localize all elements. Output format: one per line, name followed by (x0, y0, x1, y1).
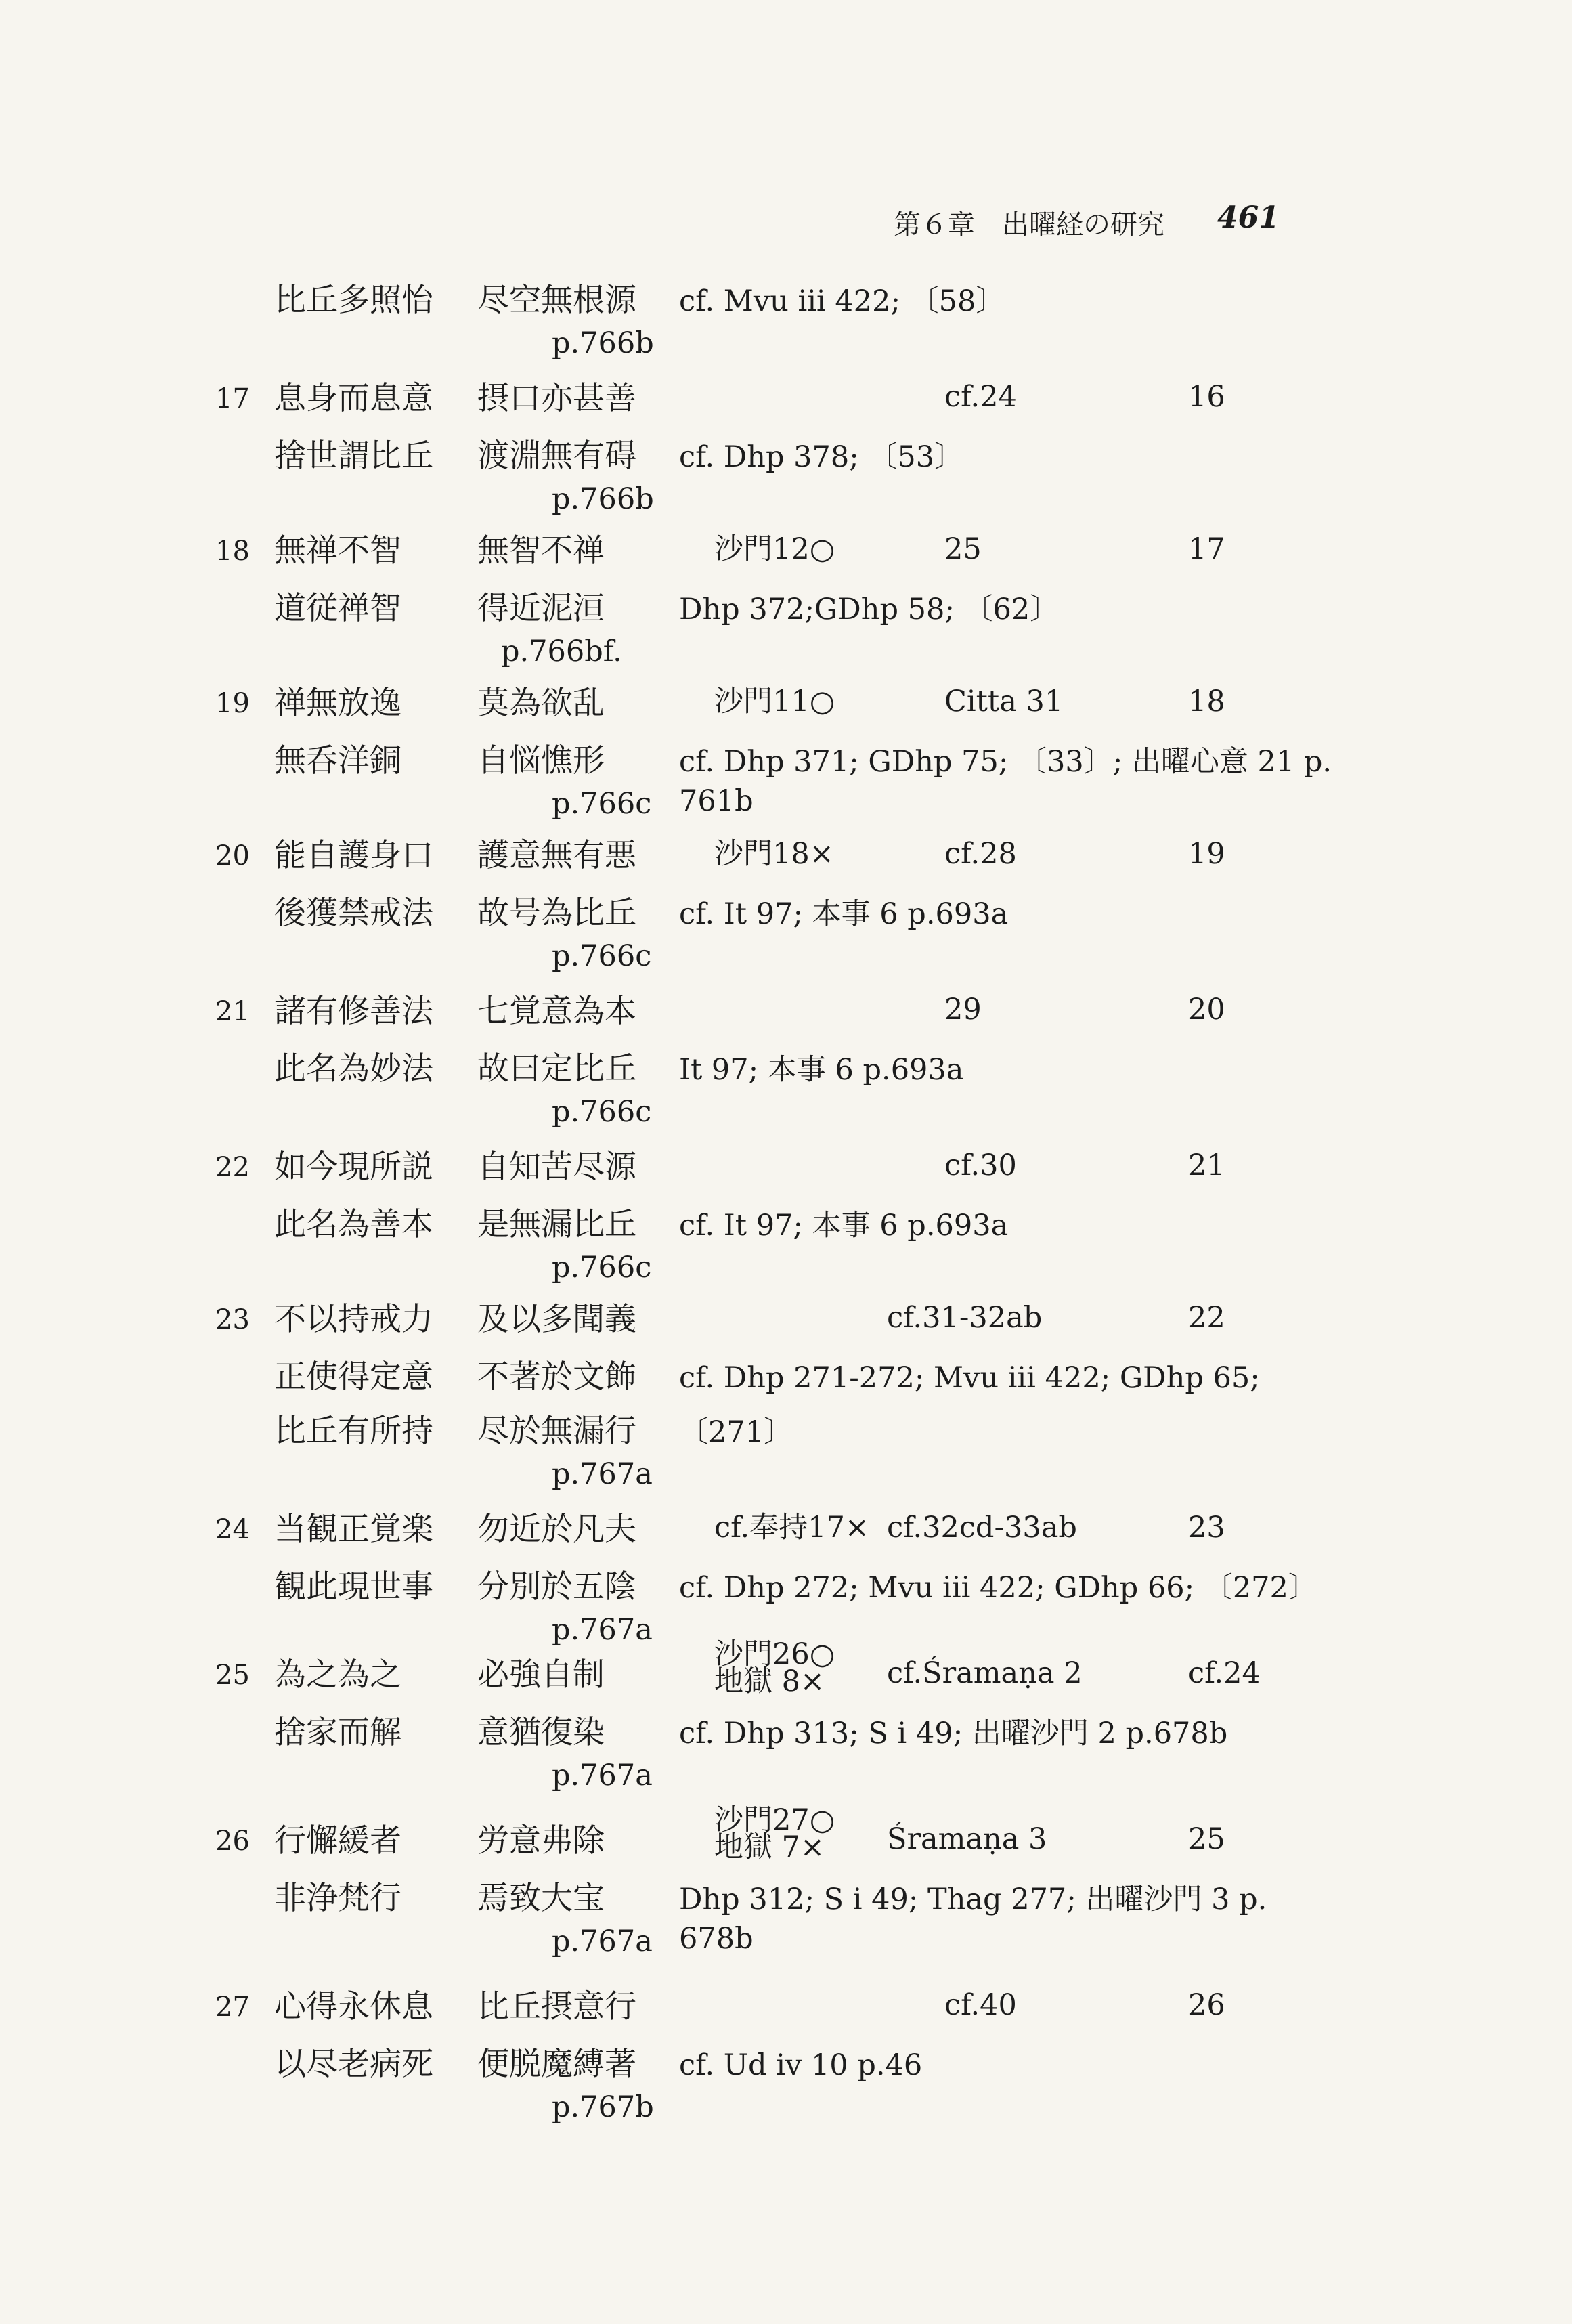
pali-references-cont: 〔271〕 (679, 1415, 793, 1449)
verse-line-b1: 勿近於凡夫 (477, 1511, 636, 1548)
verse-line-a2: 非浄梵行 (274, 1880, 401, 1917)
sanskrit-ref: cf.30 (944, 1148, 1017, 1182)
verse-line-a2: 無呑洋銅 (274, 742, 401, 779)
pali-references: It 97; 本事 6 p.693a (679, 1053, 964, 1087)
entry-number: 25 (215, 1660, 250, 1691)
verse-line-a3: 比丘有所持 (274, 1413, 433, 1450)
sanskrit-ref: 25 (944, 532, 982, 566)
entry-number: 26 (215, 1826, 250, 1857)
gandhari-ref: 21 (1188, 1148, 1225, 1182)
parallel-ref: 沙門18× (714, 837, 834, 871)
entry-number: 19 (215, 688, 250, 719)
verse-line-b1: 必強自制 (477, 1656, 605, 1694)
verse-line-b1: 及以多聞義 (477, 1301, 636, 1338)
sanskrit-ref: cf.28 (944, 837, 1017, 871)
taisho-page: p.766b (552, 482, 654, 516)
verse-line-b1: 摂口亦甚善 (477, 380, 636, 417)
verse-line-a1: 行懈緩者 (274, 1822, 401, 1859)
taisho-page: p.766c (552, 939, 652, 973)
gandhari-ref: cf.24 (1188, 1656, 1261, 1690)
verse-line-a2: 捨世謂比丘 (274, 437, 433, 475)
verse-line-a2: 後獲禁戒法 (274, 895, 433, 932)
verse-line-b2: 渡淵無有碍 (477, 437, 636, 475)
gandhari-ref: 23 (1188, 1511, 1225, 1545)
pali-references-cont: 678b (679, 1922, 754, 1956)
verse-line-b1: 比丘摂意行 (477, 1988, 636, 2025)
verse-line-a2: 此名為妙法 (274, 1050, 433, 1088)
pali-references: cf. It 97; 本事 6 p.693a (679, 1209, 1009, 1243)
verse-line-a1: 無禅不智 (274, 532, 401, 569)
gandhari-ref: 25 (1188, 1822, 1225, 1856)
verse-line-b2: 故号為比丘 (477, 895, 636, 932)
gandhari-ref: 19 (1188, 837, 1225, 871)
verse-line-b1: 無智不禅 (477, 532, 605, 569)
pali-references: cf. Dhp 378; 〔53〕 (679, 440, 964, 474)
verse-line-b2: 得近泥洹 (477, 590, 605, 627)
taisho-page: p.767a (552, 1759, 653, 1792)
taisho-page: p.767a (552, 1924, 653, 1958)
verse-line-b1: 七覚意為本 (477, 993, 636, 1030)
parallel-ref: 沙門12○ (714, 532, 835, 566)
taisho-page: p.766c (552, 1251, 652, 1285)
verse-line-a1: 諸有修善法 (274, 993, 433, 1030)
pali-references: cf. Dhp 371; GDhp 75; 〔33〕; 出曜心意 21 p. (679, 745, 1332, 779)
taisho-page: p.767a (552, 1613, 653, 1647)
entry-number: 17 (215, 383, 250, 414)
verse-line-a1: 禅無放逸 (274, 685, 401, 722)
gandhari-ref: 16 (1188, 380, 1225, 414)
verse-line-a1: 比丘多照怡 (274, 282, 433, 319)
verse-line-b1: 尽空無根源 (477, 282, 636, 319)
sanskrit-ref: cf.32cd-33ab (887, 1511, 1077, 1545)
verse-line-b2: 故曰定比丘 (477, 1050, 636, 1088)
gandhari-ref: 20 (1188, 993, 1225, 1027)
parallel-ref: cf.奉持17× (714, 1511, 869, 1545)
entry-number: 23 (215, 1304, 250, 1335)
sanskrit-ref: cf.Śramaṇa 2 (887, 1656, 1083, 1690)
verse-line-a2: 捨家而解 (274, 1714, 401, 1751)
verse-line-a1: 息身而息意 (274, 380, 433, 417)
verse-line-a2: 道従禅智 (274, 590, 401, 627)
entry-number: 20 (215, 840, 250, 872)
verse-line-b2: 自悩憔形 (477, 742, 605, 779)
verse-line-b2: 意猶復染 (477, 1714, 605, 1751)
parallel-ref-2: 地獄 7× (714, 1830, 825, 1864)
sanskrit-ref: cf.40 (944, 1988, 1017, 2022)
verse-line-a1: 為之為之 (274, 1656, 401, 1694)
parallel-ref: 沙門11○ (714, 685, 835, 718)
taisho-page: p.767b (552, 2090, 654, 2124)
taisho-page: p.766b (552, 326, 654, 360)
verse-line-b2: 是無漏比丘 (477, 1206, 636, 1243)
verse-line-b2: 便脱魔縛著 (477, 2046, 636, 2083)
verse-line-b2: 焉致大宝 (477, 1880, 605, 1917)
taisho-page: p.766c (552, 1095, 652, 1129)
verse-line-a1: 心得永休息 (274, 1988, 433, 2025)
verse-line-b1: 労意弗除 (477, 1822, 605, 1859)
sanskrit-ref: 29 (944, 993, 982, 1027)
pali-references: cf. Dhp 271-272; Mvu iii 422; GDhp 65; (679, 1361, 1260, 1395)
entry-number: 22 (215, 1152, 250, 1183)
parallel-ref: 沙門27○ (714, 1803, 835, 1837)
verse-line-a1: 当観正覚楽 (274, 1511, 433, 1548)
gandhari-ref: 22 (1188, 1301, 1225, 1335)
taisho-page: p.767a (552, 1457, 653, 1491)
entry-number: 24 (215, 1514, 250, 1545)
verse-line-a1: 能自護身口 (274, 837, 433, 874)
parallel-ref-2: 地獄 8× (714, 1664, 825, 1698)
taisho-page: p.766c (552, 787, 652, 821)
running-header: 第６章 出曜経の研究 (894, 209, 1164, 240)
pali-references: cf. Dhp 272; Mvu iii 422; GDhp 66; 〔272〕 (679, 1571, 1317, 1605)
sanskrit-ref: Citta 31 (944, 685, 1064, 718)
verse-line-b1: 莫為欲乱 (477, 685, 605, 722)
sanskrit-ref: cf.24 (944, 380, 1017, 414)
verse-line-b1: 護意無有悪 (477, 837, 636, 874)
pali-references: Dhp 312; S i 49; Thag 277; 出曜沙門 3 p. (679, 1882, 1267, 1916)
verse-line-a2: 以尽老病死 (274, 2046, 433, 2083)
verse-line-b2: 分別於五陰 (477, 1568, 636, 1606)
entry-number: 21 (215, 996, 250, 1027)
gandhari-ref: 26 (1188, 1988, 1225, 2022)
verse-line-a2: 此名為善本 (274, 1206, 433, 1243)
verse-line-b3: 尽於無漏行 (477, 1413, 636, 1450)
page-number: 461 (1217, 200, 1280, 235)
pali-references: cf. Ud iv 10 p.46 (679, 2048, 923, 2082)
parallel-ref: 沙門26○ (714, 1637, 835, 1671)
entry-number: 18 (215, 536, 250, 567)
sanskrit-ref: cf.31-32ab (887, 1301, 1043, 1335)
verse-line-a2: 観此現世事 (274, 1568, 433, 1606)
verse-line-b2: 不著於文飾 (477, 1358, 636, 1396)
pali-references: Dhp 372;GDhp 58; 〔62〕 (679, 593, 1060, 626)
verse-line-a2: 正使得定意 (274, 1358, 433, 1396)
taisho-page: p.766bf. (501, 634, 622, 668)
verse-line-a1: 不以持戒力 (274, 1301, 433, 1338)
pali-references: cf. Mvu iii 422; 〔58〕 (679, 284, 1005, 318)
pali-references: cf. Dhp 313; S i 49; 出曜沙門 2 p.678b (679, 1717, 1228, 1750)
verse-line-b1: 自知苦尽源 (477, 1148, 636, 1186)
pali-references: cf. It 97; 本事 6 p.693a (679, 897, 1009, 931)
pali-references-cont: 761b (679, 784, 754, 818)
gandhari-ref: 17 (1188, 532, 1225, 566)
sanskrit-ref: Śramaṇa 3 (887, 1822, 1047, 1856)
verse-line-a1: 如今現所説 (274, 1148, 433, 1186)
gandhari-ref: 18 (1188, 685, 1225, 718)
entry-number: 27 (215, 1992, 250, 2023)
